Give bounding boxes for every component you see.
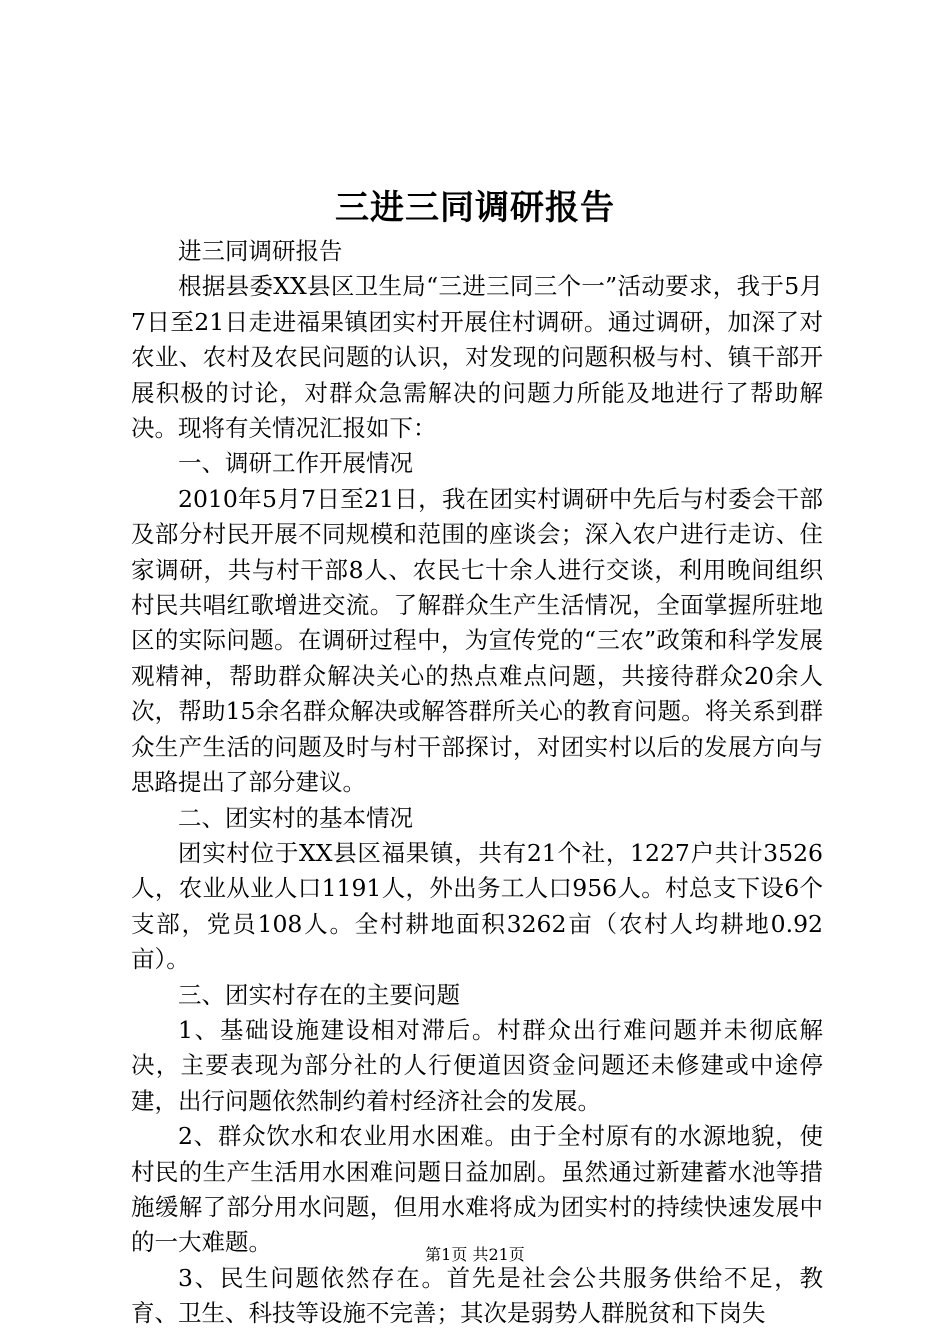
paragraph: 2010年5月7日至21日，我在团实村调研中先后与村委会干部及部分村民开展不同规模和范围的座谈会；深入农户进行走访、住家调研，共与村干部8人、农民七十余人进行交谈，利用晚间组织村民共唱红歌增进交流。了解群众生产生活情况，全面掌握所驻地区的实际问题。在调研过程中，为宣传党的“三农”政策和科学发展观精神，帮助群众解决关心的热点难点问题，共接待群众20余人次，帮助15余名群众解决或解答群所关心的教育问题。将关系到群众生产生活的问题及时与村干部探讨，对团实村以后的发展方向与思路提出了部分建议。 xyxy=(131,484,823,797)
paragraph: 3、民生问题依然存在。首先是社会公共服务供给不足，教育、卫生、科技等设施不完善；其次是弱势人群脱贫和下岗失 xyxy=(131,1263,823,1328)
paragraph: 2、群众饮水和农业用水困难。由于全村原有的水源地貌，使村民的生产生活用水困难问题日益加剧。虽然通过新建蓄水池等措施缓解了部分用水问题，但用水难将成为团实村的持续快速发展中的一大难题。 xyxy=(131,1122,823,1257)
document-body xyxy=(131,234,823,1332)
page-footer: 第1页 共21页 xyxy=(425,1245,525,1264)
paragraph: 进三同调研报告 xyxy=(178,237,343,265)
paragraph: 根据县委XX县区卫生局“三进三同三个一”活动要求，我于5月7日至21日走进福果镇团实村开展住村调研。通过调研，加深了对农业、农村及农民问题的认识，对发现的问题积极与村、镇干部开展积极的讨论，对群众急需解决的问题力所能及地进行了帮助解决。现将有关情况汇报如下： xyxy=(131,272,823,443)
section-heading: 二、团实村的基本情况 xyxy=(178,803,413,832)
paragraph: 团实村位于XX县区福果镇，共有21个社，1227户共计3526人，农业从业人口1191人，外出务工人口956人。村总支下设6个支部，党员108人。全村耕地面积3262亩（农村人均耕地0.92亩）。 xyxy=(131,838,823,974)
paragraph: 1、基础设施建设相对滞后。村群众出行难问题并未彻底解决，主要表现为部分社的人行便道因资金问题还未修建或中途停建，出行问题依然制约着村经济社会的发展。 xyxy=(131,1015,823,1115)
document-title: 三进三同调研报告 xyxy=(335,188,615,228)
section-heading: 三、团实村存在的主要问题 xyxy=(178,980,460,1009)
section-heading: 一、调研工作开展情况 xyxy=(178,449,413,478)
